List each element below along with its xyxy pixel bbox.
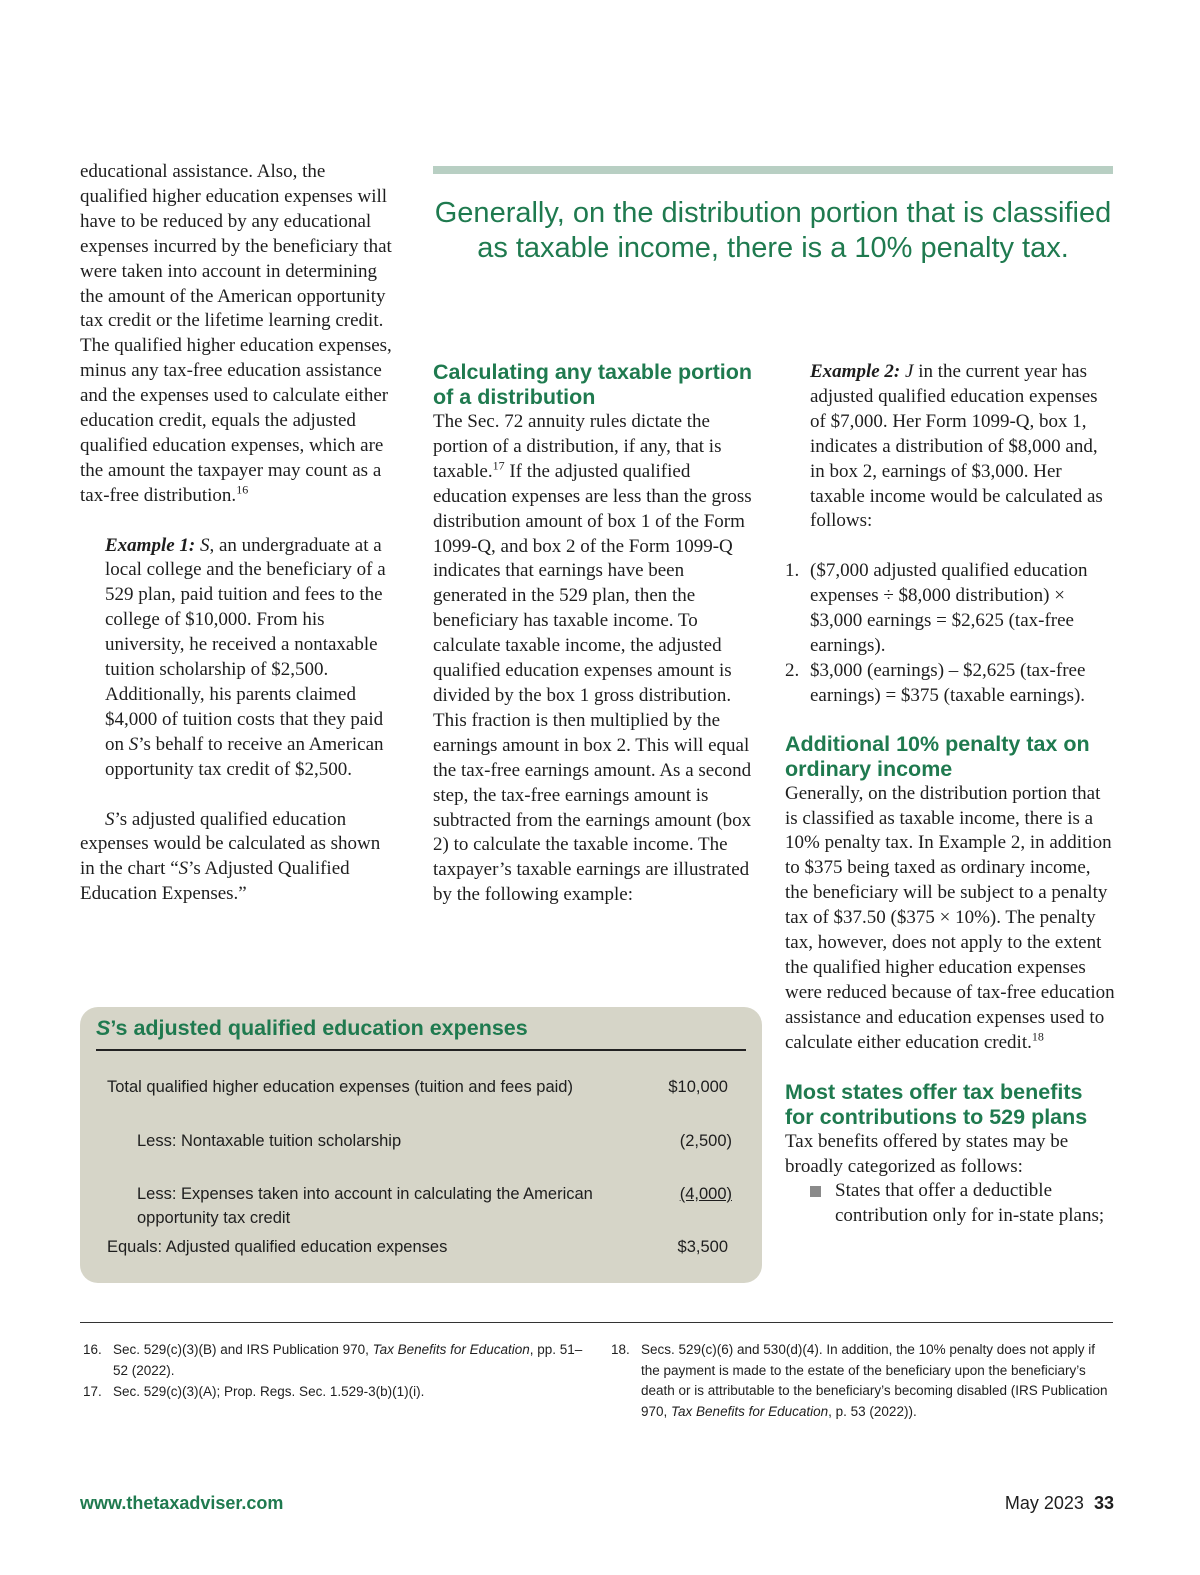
table-row-value: (4,000)	[679, 1185, 732, 1203]
footer-date-page	[1005, 1493, 1114, 1514]
table-row-value: (2,500)	[679, 1132, 732, 1150]
table-row-label: Less: Expenses taken into account in calculating the American opportunity tax credit	[137, 1185, 593, 1227]
table-row-value: $10,000	[668, 1078, 728, 1096]
list-item: States that offer a deductible contribution only for in-state plans;	[785, 1179, 1115, 1229]
footnote-ref-17[interactable]: 17	[492, 458, 505, 473]
bullet-square-icon	[810, 1186, 821, 1197]
heading-state-benefits: Most states offer tax benefits for contributions to 529 plans	[785, 1079, 1088, 1129]
footnote-ref-16[interactable]: 16	[236, 482, 249, 497]
table-title: S’s adjusted qualified education expenses	[96, 1016, 528, 1040]
table-title-rule	[96, 1049, 746, 1051]
pullquote: Generally, on the distribution portion that is classified as taxable income, there is a 10% penalty tax.	[434, 197, 1112, 264]
example-1-label: Example 1:	[105, 534, 196, 556]
table-row-label: Less: Nontaxable tuition scholarship	[137, 1132, 402, 1150]
footnote-rule	[80, 1322, 1113, 1323]
heading-taxable-portion: Calculating any taxable portion of a distribution	[433, 360, 752, 409]
footer-date: May 2023	[1004, 1493, 1084, 1513]
footnote-18: 18. Secs. 529(c)(6) and 530(d)(4). In addition, the 10% penalty does not apply if the payment is made to the estate of the beneficiary upon the beneficiary’s death or is attributable to the beneficiary’s becoming disabled (IRS Publication 970, Tax Benefits for Education, p. 53 (2022)).	[611, 1342, 1108, 1420]
col3-penalty-paragraph: Generally, on the distribution portion that is classified as taxable income, there is a 10% penalty tax. In Example 2, in addition to $375 being taxed as ordinary income, the beneficiary will be subject to a penalty tax of $37.50 ($375 × 10%). The penalty tax, however, does not apply to the extent the qualified higher education expenses were reduced because of tax-free education assistance and education expenses used to calculate either education credit.$^{18}$	[785, 782, 1115, 1053]
table-row-label: Equals: Adjusted qualified education expenses	[107, 1238, 448, 1256]
col2-paragraph: The Sec. 72 annuity rules dictate the portion of a distribution, if any, that is taxable.$^{17}$ If the adjusted qualified education expenses are less than the gross distribution amount of box 1 of the Form 1099-Q, and box 2 of the Form 1099-Q indicates that earnings have been generated in the 529 plan, then the beneficiary has taxable income. To calculate taxable income, the adjusted qualified education expenses amount is divided by the box 1 gross distribution. This fraction is then multiplied by the earnings amount in box 2. This will equal the tax-free earnings amount. As a second step, the tax-free earnings amount is subtracted from the earnings amount (box 2) to calculate the taxable income. The taxpayer’s taxable earnings are illustrated by the following example:	[433, 411, 752, 906]
page-number: 33	[1093, 1493, 1114, 1513]
list-item: 1. ($7,000 adjusted qualified education expenses ÷ $8,000 distribution) × $3,000 earnings = $2,625 (tax-free earnings).	[785, 560, 1088, 656]
example-2-steps	[785, 559, 1115, 708]
col1-paragraph-3: S’s adjusted qualified education expenses would be calculated as shown in the chart “S’s Adjusted Qualified Education Expenses.”	[80, 808, 381, 905]
footnote-16: 16. Sec. 529(c)(3)(B) and IRS Publication 970, Tax Benefits for Education, pp. 51–52 (2022).	[83, 1342, 583, 1378]
footnote-ref-18[interactable]: 18	[1031, 1029, 1044, 1044]
example-1: Example 1: S, an undergraduate at a local college and the beneficiary of a 529 plan, paid tuition and fees to the college of $10,000. From his university, he received a nontaxable tuition scholarship of $2,500. Additionally, his parents claimed $4,000 of tuition costs that they paid on S’s behalf to receive an American opportunity tax credit of $2,500.	[105, 534, 386, 780]
example-2: Example 2: J in the current year has adjusted qualified education expenses of $7,000. Her Form 1099-Q, box 1, indicates a distribution of $8,000 and, in box 2, earnings of $3,000. Her taxable income would be calculated as follows:	[810, 361, 1103, 532]
footer-url[interactable]: www.thetaxadviser.com	[80, 1493, 284, 1513]
heading-penalty-tax: Additional 10% penalty tax on ordinary income	[785, 731, 1090, 781]
footnote-17: 17. Sec. 529(c)(3)(A); Prop. Regs. Sec. 1.529-3(b)(1)(i).	[83, 1384, 425, 1399]
column-2	[433, 360, 755, 908]
pullquote-rule	[433, 166, 1113, 174]
col3-state-paragraph: Tax benefits offered by states may be broadly categorized as follows:	[785, 1130, 1069, 1177]
table-row-value: $3,500	[677, 1238, 728, 1256]
column-1	[80, 160, 392, 907]
col1-paragraph-1: educational assistance. Also, the qualified higher education expenses will have to be reduced by any educational expenses incurred by the beneficiary that were taken into account in determining the amount of the American opportunity tax credit or the lifetime learning credit. The qualified higher education expenses, minus any tax-free education assistance and the expenses used to calculate either education credit, equals the adjusted qualified education expenses, which are the amount the taxpayer may count as a tax-free distribution.$^{16}$	[80, 161, 392, 506]
list-item: 2. $3,000 (earnings) – $2,625 (tax-free earnings) = $375 (taxable earnings).	[785, 659, 1086, 706]
column-3	[785, 360, 1115, 1229]
table-row-label: Total qualified higher education expenses (tuition and fees paid)	[107, 1078, 573, 1096]
example-2-label: Example 2:	[810, 361, 901, 382]
